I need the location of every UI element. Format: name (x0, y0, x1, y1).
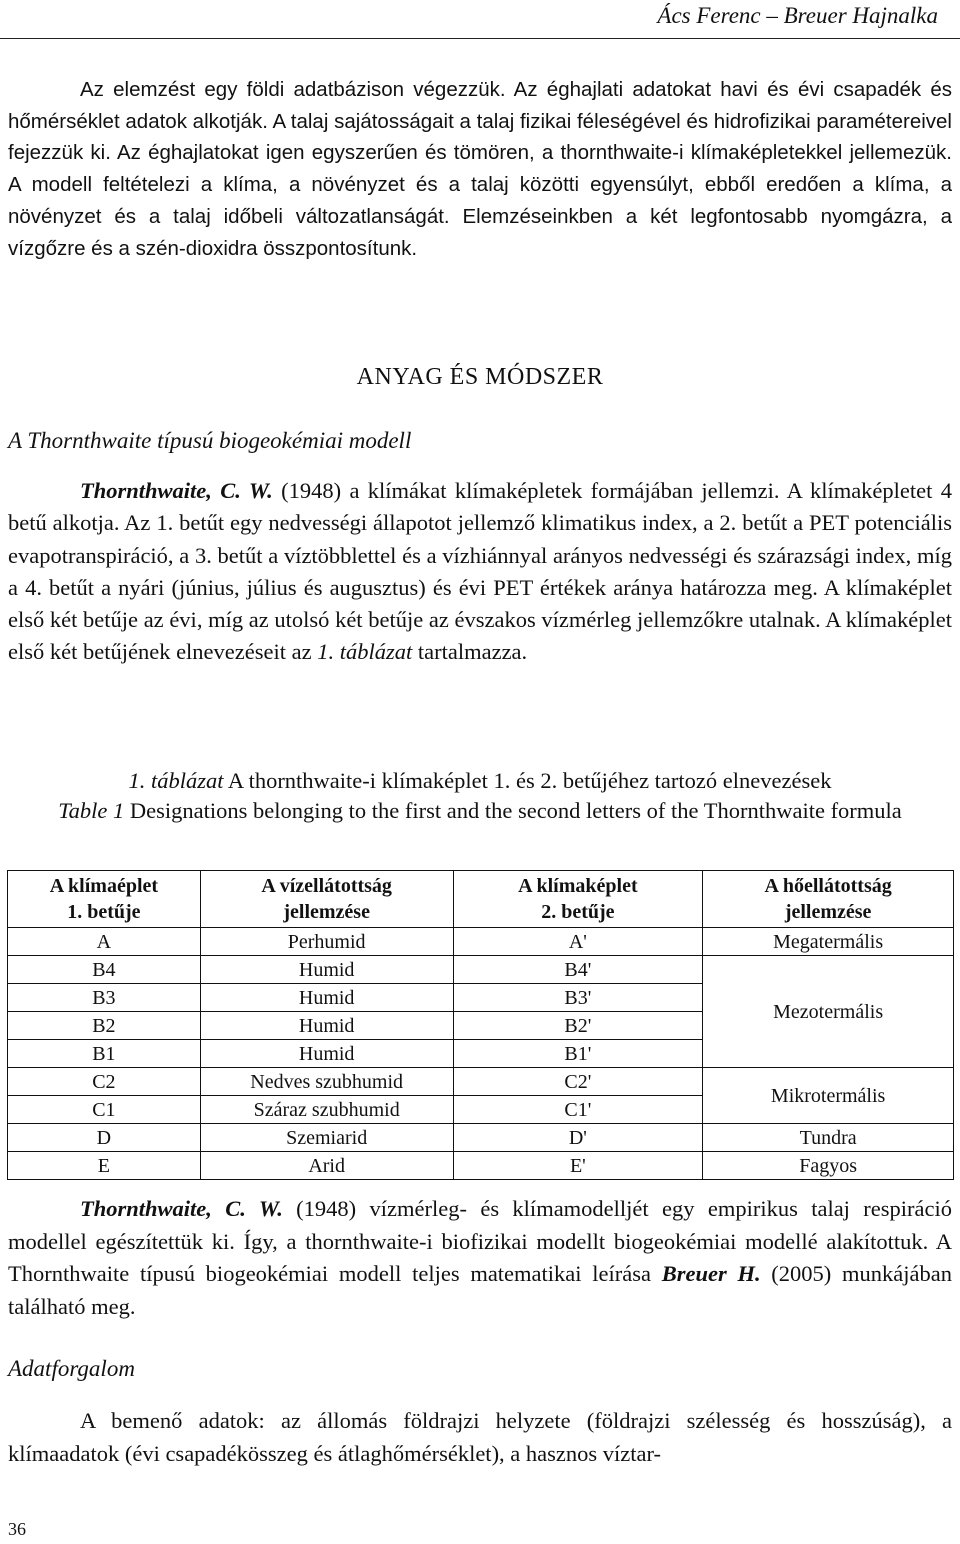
table-cell: Száraz szubhumid (200, 1096, 453, 1124)
table-row (8, 1124, 954, 1152)
table-cell: B1 (8, 1040, 201, 1068)
author-citation: Breuer H. (661, 1261, 761, 1286)
table-reference: 1. táblázat (317, 639, 413, 665)
table-cell: B1' (453, 1040, 703, 1068)
subheading-data-flow: Adatforgalom (8, 1356, 135, 1381)
author-citation: Thornthwaite, C. W. (80, 478, 273, 503)
page-number: 36 (8, 1519, 26, 1539)
table-row (8, 1068, 954, 1096)
subheading-model: A Thornthwaite típusú biogeokémiai modell (8, 428, 412, 453)
running-header (0, 0, 960, 39)
input-data-paragraph: A bemenő adatok: az állomás földrajzi helyzete (földrajzi szélesség és hosszúság), a klímaadatok (évi csapadékösszeg és átlaghőmérséklet), a hasznos víztar- (8, 1408, 952, 1466)
intro-paragraph-text: Az elemzést egy földi adatbázison végezzük. Az éghajlati adatokat havi és évi csapadék és hőmérséklet adatok alkotják. A talaj sajátosságait a talaj fizikai féleségével és hidrofizikai paramétereivel fejezzük ki. Az éghajlatokat igen egyszerűen és tömören, a thornthwaite-i klímaképletekkel jellemezük. A modell feltételezi a klíma, a növényzet és a talaj közötti egyensúlyt, ebből eredően a klíma, a növényzet és a talaj időbeli változatlanságát. Elemzéseinkben a két legfontosabb nyomgázra, a vízgőzre és a szén-dioxidra összpontosítunk. (8, 78, 952, 260)
table-cell: C2' (453, 1068, 703, 1096)
table-cell: B3' (453, 984, 703, 1012)
table-cell: Humid (200, 1040, 453, 1068)
table-cell: C1' (453, 1096, 703, 1124)
table-cell: E' (453, 1152, 703, 1180)
table-cell: B2 (8, 1012, 201, 1040)
table-cell: E (8, 1152, 201, 1180)
table-caption-hu: 1. táblázat A thornthwaite-i klímaképlet 1. és 2. betűjéhez tartozó elnevezések (128, 768, 832, 793)
table-cell: Mezotermális (703, 956, 954, 1068)
table-cell: B4 (8, 956, 201, 984)
table-header-cell: A hőellátottság jellemzése (703, 871, 954, 928)
table-cell: Arid (200, 1152, 453, 1180)
table-cell: Szemiarid (200, 1124, 453, 1152)
table-cell: Mikrotermális (703, 1068, 954, 1124)
table-row (8, 928, 954, 956)
table-cell: Humid (200, 1012, 453, 1040)
table-cell: Fagyos (703, 1152, 954, 1180)
table-cell: Humid (200, 956, 453, 984)
table-cell: D (8, 1124, 201, 1152)
table-cell: Megatermális (703, 928, 954, 956)
model-paragraph: Thornthwaite, C. W. (1948) a klímákat klímaképletek formájában jellemzi. A klímaképletet 4 betű alkotja. Az 1. betűt egy nedvességi állapotot jellemző klimatikus index, a 2. betűt a PET potenciális evapotranspiráció, a 3. betűt a víztöbblettel és a vízhiánnyal arányos nedvességi és szárazsági index, míg a 4. betűt a nyári (június, július és augusztus) és évi PET értékek aránya határozza meg. A klímaképlet első két betűje az évi, míg az utolsó két betűje az évszakos vízmérleg jellemzőkre utalnak. A klímaképlet első két betűjének elnevezéseit az 1. táblázat tartalmazza. (8, 478, 952, 665)
table-cell: A' (453, 928, 703, 956)
biogeochemical-paragraph: Thornthwaite, C. W. (1948) vízmérleg- és klímamodelljét egy empirikus talaj respiráció modellel egészítettük ki. Így, a thornthwaite-i biofizikai modellt biogeokémiai modellé alakítottuk. A Thornthwaite típusú biogeokémiai modell teljes matematikai leírása Breuer H. (2005) munkájában található meg. (8, 1196, 952, 1319)
table-cell: C1 (8, 1096, 201, 1124)
table-row (8, 956, 954, 984)
table-caption-en: Table 1 Designations belonging to the first and the second letters of the Thornthwaite formula (58, 798, 902, 823)
section-title: ANYAG ÉS MÓDSZER (356, 364, 604, 390)
thornthwaite-table (7, 870, 954, 1180)
table-header-cell: A vízellátottság jellemzése (200, 871, 453, 928)
table-header-cell: A klímaéplet 1. betűje (8, 871, 201, 928)
table-cell: C2 (8, 1068, 201, 1096)
table-cell: A (8, 928, 201, 956)
intro-paragraph (8, 74, 952, 264)
table-cell: B4' (453, 956, 703, 984)
running-title: Ács Ferenc – Breuer Hajnalka (657, 3, 938, 28)
table-cell: Nedves szubhumid (200, 1068, 453, 1096)
table-cell: D' (453, 1124, 703, 1152)
table-cell: Perhumid (200, 928, 453, 956)
table-cell: Humid (200, 984, 453, 1012)
table-row (8, 1152, 954, 1180)
table-header-row (8, 871, 954, 928)
table-header-cell: A klímaképlet 2. betűje (453, 871, 703, 928)
table-cell: Tundra (703, 1124, 954, 1152)
author-citation: Thornthwaite, C. W. (80, 1196, 283, 1221)
table-cell: B2' (453, 1012, 703, 1040)
table-cell: B3 (8, 984, 201, 1012)
